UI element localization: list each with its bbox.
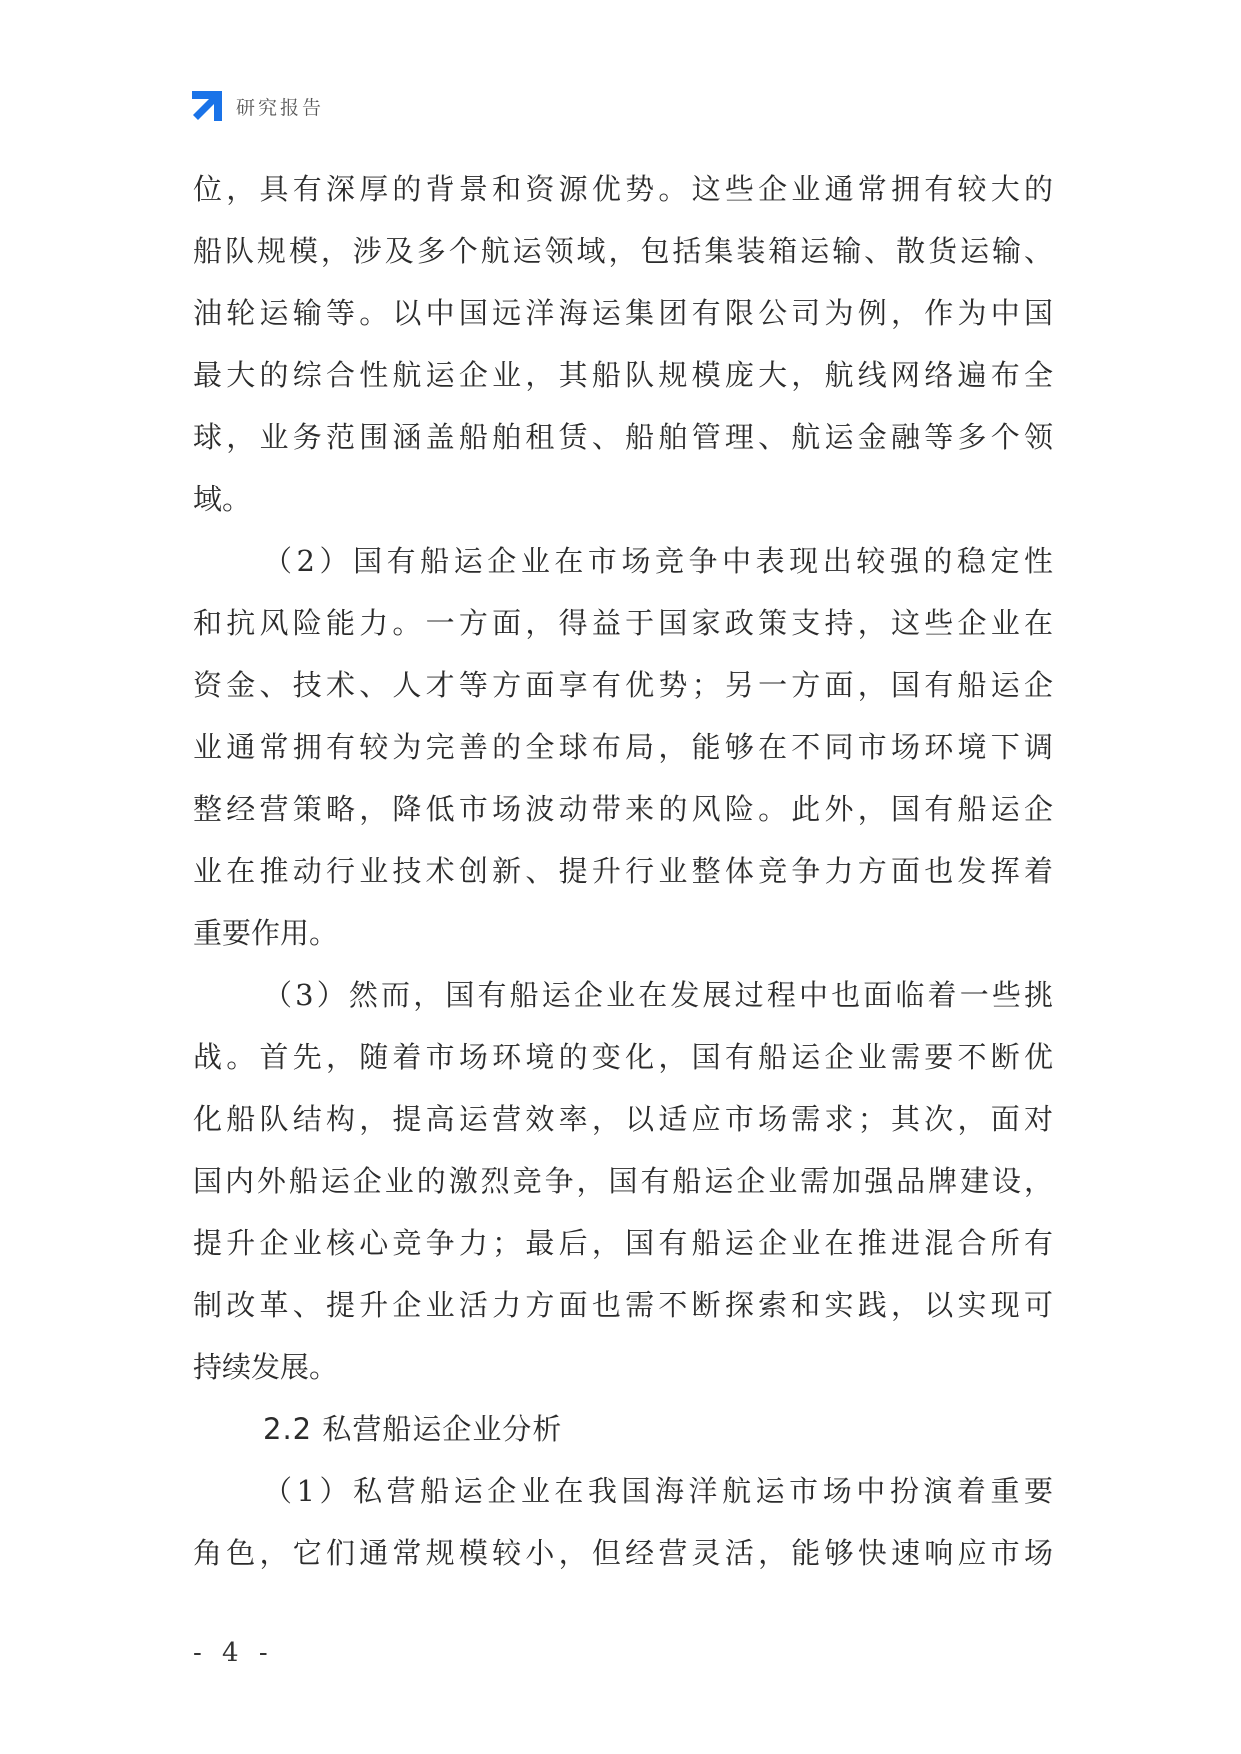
section-heading: 2.2 私营船运企业分析 — [263, 1412, 563, 1446]
body-line: 油轮运输等。以中国远洋海运集团有限公司为例，作为中国 — [193, 296, 1053, 330]
document-body — [193, 158, 1053, 1584]
page-header — [190, 88, 324, 124]
body-line: 船队规模，涉及多个航运领域，包括集装箱运输、散货运输、 — [193, 234, 1053, 268]
body-line: 资金、技术、人才等方面享有优势；另一方面，国有船运企 — [193, 668, 1053, 702]
body-line: 国内外船运企业的激烈竞争，国有船运企业需加强品牌建设， — [193, 1164, 1053, 1198]
paragraph-start-line: （1）私营船运企业在我国海洋航运市场中扮演着重要 — [263, 1474, 1053, 1508]
paragraph-start-line: （3）然而，国有船运企业在发展过程中也面临着一些挑 — [263, 978, 1053, 1012]
brand-arrow-logo-icon — [190, 89, 224, 123]
body-line: 最大的综合性航运企业，其船队规模庞大，航线网络遍布全 — [193, 358, 1053, 392]
body-line: 重要作用。 — [193, 916, 339, 950]
body-line: 业在推动行业技术创新、提升行业整体竞争力方面也发挥着 — [193, 854, 1053, 888]
body-line: 业通常拥有较为完善的全球布局，能够在不同市场环境下调 — [193, 730, 1053, 764]
page-number: - 4 - — [193, 1638, 274, 1668]
body-line: 持续发展。 — [193, 1350, 339, 1384]
body-line: 球，业务范围涵盖船舶租赁、船舶管理、航运金融等多个领 — [193, 420, 1053, 454]
body-line: 整经营策略，降低市场波动带来的风险。此外，国有船运企 — [193, 792, 1053, 826]
body-line: 位，具有深厚的背景和资源优势。这些企业通常拥有较大的 — [193, 172, 1053, 206]
body-line: 战。首先，随着市场环境的变化，国有船运企业需要不断优 — [193, 1040, 1053, 1074]
body-line: 和抗风险能力。一方面，得益于国家政策支持，这些企业在 — [193, 606, 1053, 640]
header-title: 研究报告 — [236, 96, 325, 119]
body-line: 域。 — [193, 482, 252, 516]
body-line: 化船队结构，提高运营效率，以适应市场需求；其次，面对 — [193, 1102, 1053, 1136]
paragraph-start-line: （2）国有船运企业在市场竞争中表现出较强的稳定性 — [263, 544, 1053, 578]
body-line: 制改革、提升企业活力方面也需不断探索和实践，以实现可 — [193, 1288, 1053, 1322]
body-line: 角色，它们通常规模较小，但经营灵活，能够快速响应市场 — [193, 1536, 1053, 1570]
body-line: 提升企业核心竞争力；最后，国有船运企业在推进混合所有 — [193, 1226, 1053, 1260]
